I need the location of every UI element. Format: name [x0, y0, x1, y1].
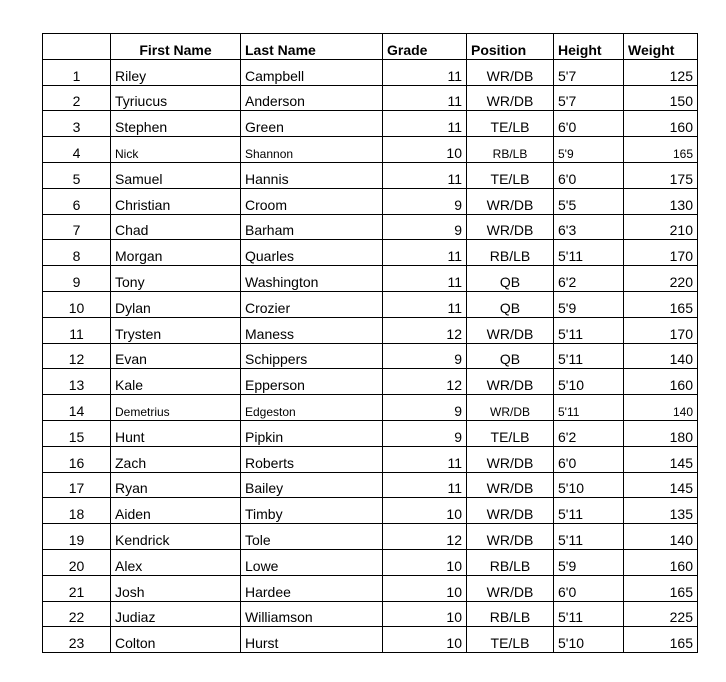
- height-cell: 5'11: [554, 395, 624, 421]
- height-cell: 5'10: [554, 369, 624, 395]
- grade-cell: 10: [383, 549, 467, 575]
- height-cell: 5'10: [554, 627, 624, 653]
- position-cell: WR/DB: [467, 369, 554, 395]
- weight-cell: 145: [624, 446, 698, 472]
- roster-body: [43, 59, 698, 652]
- height-cell: 5'7: [554, 59, 624, 85]
- row-number: 6: [43, 188, 111, 214]
- position-cell: TE/LB: [467, 162, 554, 188]
- first-name-cell: Tyriucus: [111, 85, 241, 111]
- height-cell: 5'11: [554, 498, 624, 524]
- table-row: [43, 137, 698, 163]
- table-row: [43, 627, 698, 653]
- weight-cell: 160: [624, 111, 698, 137]
- last-name-cell: Green: [241, 111, 383, 137]
- position-cell: WR/DB: [467, 524, 554, 550]
- height-cell: 5'9: [554, 137, 624, 163]
- height-cell: 6'0: [554, 111, 624, 137]
- weight-cell: 135: [624, 498, 698, 524]
- position-cell: WR/DB: [467, 446, 554, 472]
- first-name-cell: Chad: [111, 214, 241, 240]
- first-name-cell: Trysten: [111, 317, 241, 343]
- header-position: Position: [467, 34, 554, 60]
- weight-cell: 165: [624, 627, 698, 653]
- row-number: 19: [43, 524, 111, 550]
- table-row: [43, 162, 698, 188]
- table-row: [43, 343, 698, 369]
- position-cell: WR/DB: [467, 214, 554, 240]
- grade-cell: 10: [383, 575, 467, 601]
- table-row: [43, 446, 698, 472]
- position-cell: WR/DB: [467, 498, 554, 524]
- height-cell: 5'5: [554, 188, 624, 214]
- last-name-cell: Shannon: [241, 137, 383, 163]
- height-cell: 6'0: [554, 446, 624, 472]
- row-number: 11: [43, 317, 111, 343]
- table-row: [43, 369, 698, 395]
- row-number: 1: [43, 59, 111, 85]
- height-cell: 5'9: [554, 291, 624, 317]
- header-weight: Weight: [624, 34, 698, 60]
- last-name-cell: Anderson: [241, 85, 383, 111]
- row-number: 16: [43, 446, 111, 472]
- position-cell: WR/DB: [467, 317, 554, 343]
- row-number: 14: [43, 395, 111, 421]
- first-name-cell: Colton: [111, 627, 241, 653]
- table-row: [43, 472, 698, 498]
- row-number: 18: [43, 498, 111, 524]
- grade-cell: 11: [383, 85, 467, 111]
- first-name-cell: Stephen: [111, 111, 241, 137]
- height-cell: 5'11: [554, 240, 624, 266]
- height-cell: 5'11: [554, 317, 624, 343]
- weight-cell: 165: [624, 575, 698, 601]
- roster-table: [42, 33, 698, 653]
- grade-cell: 10: [383, 137, 467, 163]
- row-number: 4: [43, 137, 111, 163]
- row-number: 22: [43, 601, 111, 627]
- last-name-cell: Barham: [241, 214, 383, 240]
- grade-cell: 10: [383, 601, 467, 627]
- grade-cell: 11: [383, 472, 467, 498]
- position-cell: WR/DB: [467, 85, 554, 111]
- first-name-cell: Demetrius: [111, 395, 241, 421]
- first-name-cell: Samuel: [111, 162, 241, 188]
- table-row: [43, 214, 698, 240]
- last-name-cell: Hannis: [241, 162, 383, 188]
- grade-cell: 12: [383, 524, 467, 550]
- grade-cell: 9: [383, 420, 467, 446]
- table-row: [43, 498, 698, 524]
- height-cell: 6'2: [554, 266, 624, 292]
- position-cell: WR/DB: [467, 575, 554, 601]
- grade-cell: 10: [383, 498, 467, 524]
- last-name-cell: Crozier: [241, 291, 383, 317]
- first-name-cell: Riley: [111, 59, 241, 85]
- last-name-cell: Schippers: [241, 343, 383, 369]
- header-last-name: Last Name: [241, 34, 383, 60]
- height-cell: 6'0: [554, 575, 624, 601]
- height-cell: 6'2: [554, 420, 624, 446]
- last-name-cell: Bailey: [241, 472, 383, 498]
- row-number: 15: [43, 420, 111, 446]
- last-name-cell: Maness: [241, 317, 383, 343]
- table-row: [43, 549, 698, 575]
- first-name-cell: Zach: [111, 446, 241, 472]
- header-first-name: First Name: [111, 34, 241, 60]
- table-row: [43, 266, 698, 292]
- last-name-cell: Quarles: [241, 240, 383, 266]
- weight-cell: 145: [624, 472, 698, 498]
- row-number: 13: [43, 369, 111, 395]
- first-name-cell: Hunt: [111, 420, 241, 446]
- height-cell: 5'11: [554, 524, 624, 550]
- position-cell: TE/LB: [467, 420, 554, 446]
- weight-cell: 175: [624, 162, 698, 188]
- last-name-cell: Campbell: [241, 59, 383, 85]
- header-row: [43, 34, 698, 60]
- position-cell: WR/DB: [467, 188, 554, 214]
- first-name-cell: Tony: [111, 266, 241, 292]
- row-number: 10: [43, 291, 111, 317]
- weight-cell: 180: [624, 420, 698, 446]
- header-grade: Grade: [383, 34, 467, 60]
- table-row: [43, 85, 698, 111]
- table-row: [43, 420, 698, 446]
- first-name-cell: Judiaz: [111, 601, 241, 627]
- weight-cell: 125: [624, 59, 698, 85]
- grade-cell: 11: [383, 111, 467, 137]
- first-name-cell: Kendrick: [111, 524, 241, 550]
- row-number: 7: [43, 214, 111, 240]
- first-name-cell: Josh: [111, 575, 241, 601]
- first-name-cell: Ryan: [111, 472, 241, 498]
- weight-cell: 150: [624, 85, 698, 111]
- weight-cell: 165: [624, 137, 698, 163]
- position-cell: QB: [467, 291, 554, 317]
- row-number: 5: [43, 162, 111, 188]
- row-number: 12: [43, 343, 111, 369]
- grade-cell: 11: [383, 266, 467, 292]
- row-number: 3: [43, 111, 111, 137]
- position-cell: WR/DB: [467, 395, 554, 421]
- last-name-cell: Hardee: [241, 575, 383, 601]
- grade-cell: 10: [383, 627, 467, 653]
- weight-cell: 130: [624, 188, 698, 214]
- grade-cell: 9: [383, 188, 467, 214]
- position-cell: RB/LB: [467, 601, 554, 627]
- position-cell: WR/DB: [467, 472, 554, 498]
- position-cell: WR/DB: [467, 59, 554, 85]
- grade-cell: 11: [383, 291, 467, 317]
- weight-cell: 140: [624, 524, 698, 550]
- row-number: 20: [43, 549, 111, 575]
- position-cell: QB: [467, 266, 554, 292]
- height-cell: 5'11: [554, 601, 624, 627]
- position-cell: RB/LB: [467, 240, 554, 266]
- height-cell: 5'9: [554, 549, 624, 575]
- weight-cell: 170: [624, 240, 698, 266]
- grade-cell: 9: [383, 395, 467, 421]
- last-name-cell: Hurst: [241, 627, 383, 653]
- first-name-cell: Kale: [111, 369, 241, 395]
- first-name-cell: Morgan: [111, 240, 241, 266]
- position-cell: TE/LB: [467, 627, 554, 653]
- header-height: Height: [554, 34, 624, 60]
- row-number: 23: [43, 627, 111, 653]
- height-cell: 5'10: [554, 472, 624, 498]
- grade-cell: 12: [383, 369, 467, 395]
- last-name-cell: Roberts: [241, 446, 383, 472]
- grade-cell: 9: [383, 343, 467, 369]
- grade-cell: 11: [383, 59, 467, 85]
- weight-cell: 160: [624, 369, 698, 395]
- weight-cell: 170: [624, 317, 698, 343]
- first-name-cell: Alex: [111, 549, 241, 575]
- last-name-cell: Edgeston: [241, 395, 383, 421]
- table-row: [43, 601, 698, 627]
- last-name-cell: Williamson: [241, 601, 383, 627]
- height-cell: 6'0: [554, 162, 624, 188]
- position-cell: QB: [467, 343, 554, 369]
- row-number: 21: [43, 575, 111, 601]
- weight-cell: 140: [624, 395, 698, 421]
- position-cell: RB/LB: [467, 137, 554, 163]
- last-name-cell: Lowe: [241, 549, 383, 575]
- last-name-cell: Washington: [241, 266, 383, 292]
- position-cell: TE/LB: [467, 111, 554, 137]
- first-name-cell: Christian: [111, 188, 241, 214]
- table-row: [43, 240, 698, 266]
- header-number: [43, 34, 111, 60]
- table-row: [43, 59, 698, 85]
- table-row: [43, 395, 698, 421]
- grade-cell: 11: [383, 240, 467, 266]
- first-name-cell: Aiden: [111, 498, 241, 524]
- last-name-cell: Pipkin: [241, 420, 383, 446]
- table-row: [43, 575, 698, 601]
- grade-cell: 12: [383, 317, 467, 343]
- weight-cell: 210: [624, 214, 698, 240]
- weight-cell: 140: [624, 343, 698, 369]
- first-name-cell: Dylan: [111, 291, 241, 317]
- table-row: [43, 111, 698, 137]
- table-row: [43, 188, 698, 214]
- grade-cell: 9: [383, 214, 467, 240]
- row-number: 17: [43, 472, 111, 498]
- row-number: 8: [43, 240, 111, 266]
- table-row: [43, 524, 698, 550]
- weight-cell: 165: [624, 291, 698, 317]
- row-number: 9: [43, 266, 111, 292]
- position-cell: RB/LB: [467, 549, 554, 575]
- last-name-cell: Timby: [241, 498, 383, 524]
- first-name-cell: Nick: [111, 137, 241, 163]
- grade-cell: 11: [383, 162, 467, 188]
- first-name-cell: Evan: [111, 343, 241, 369]
- height-cell: 5'7: [554, 85, 624, 111]
- weight-cell: 220: [624, 266, 698, 292]
- table-row: [43, 317, 698, 343]
- height-cell: 5'11: [554, 343, 624, 369]
- weight-cell: 160: [624, 549, 698, 575]
- last-name-cell: Epperson: [241, 369, 383, 395]
- last-name-cell: Tole: [241, 524, 383, 550]
- weight-cell: 225: [624, 601, 698, 627]
- last-name-cell: Croom: [241, 188, 383, 214]
- table-row: [43, 291, 698, 317]
- height-cell: 6'3: [554, 214, 624, 240]
- row-number: 2: [43, 85, 111, 111]
- grade-cell: 11: [383, 446, 467, 472]
